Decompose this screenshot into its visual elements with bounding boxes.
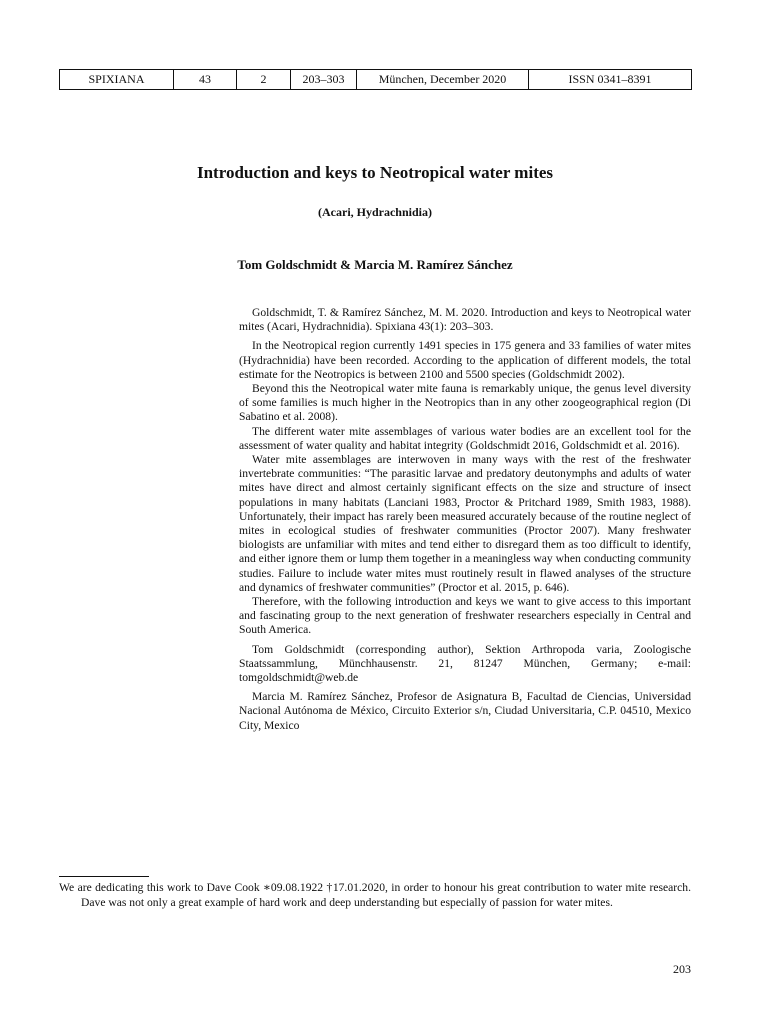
footnote-divider <box>59 876 149 877</box>
page-number: 203 <box>673 962 691 976</box>
journal-volume: 43 <box>174 70 237 90</box>
article-title: Introduction and keys to Neotropical water mites <box>196 163 554 182</box>
journal-pages: 203–303 <box>291 70 357 90</box>
abstract-paragraph: The different water mite assemblages of various water bodies are an excellent tool for the assessment of water quality and habitat integrity (Goldschmidt 2016, Goldschmidt et al. 2016). <box>239 424 691 452</box>
affiliation-goldschmidt: Tom Goldschmidt (corresponding author), Sektion Arthropoda varia, Zoologische Staatssammlung, Münchhausenstr. 21, 81247 München, Germany; e-mail: tomgoldschmidt@web.de <box>239 642 691 685</box>
abstract <box>239 306 691 733</box>
journal-header-table <box>59 69 692 90</box>
journal-issue: 2 <box>237 70 291 90</box>
abstract-paragraph: Therefore, with the following introduction and keys we want to give access to this important and fascinating group to the next generation of freshwater researchers especially in Central and South America. <box>239 595 691 637</box>
journal-issn: ISSN 0341–8391 <box>529 70 692 90</box>
abstract-paragraph: Beyond this the Neotropical water mite fauna is remarkably unique, the genus level diversity of some families is much higher in the Neotropics than in any other zoogeographical region (Di Sabatino et al. 2008). <box>239 382 691 424</box>
abstract-paragraph: In the Neotropical region currently 1491 species in 175 genera and 33 families of water mites (Hydrachnidia) have been recorded. According to the application of different models, the total estimate for the Neotropics is between 2100 and 5500 species (Goldschmidt 2002). <box>239 339 691 381</box>
citation: Goldschmidt, T. & Ramírez Sánchez, M. M. 2020. Introduction and keys to Neotropical water mites (Acari, Hydrachnidia). Spixiana 43(1): 203–303. <box>239 306 691 334</box>
article-authors: Tom Goldschmidt & Marcia M. Ramírez Sánchez <box>237 257 513 272</box>
affiliation-ramirez: Marcia M. Ramírez Sánchez, Profesor de Asignatura B, Facultad de Ciencias, Universidad Nacional Autónoma de México, Circuito Exterior s/n, Ciudad Universitaria, C.P. 04510, Mexico City, Mexico <box>239 690 691 732</box>
dedication-footnote: We are dedicating this work to Dave Cook ∗09.08.1922 †17.01.2020, in order to honour his great contribution to water mite research. Dave was not only a great example of hard work and deep understanding but especially of passion for water mites. <box>59 881 691 909</box>
article-subtitle: (Acari, Hydrachnidia) <box>318 205 432 219</box>
journal-name: SPIXIANA <box>60 70 174 90</box>
abstract-paragraph: Water mite assemblages are interwoven in many ways with the rest of the freshwater invertebrate communities: “The parasitic larvae and predatory deutonymphs and adults of water mites have direct and almost certainly significant effects on the size and structure of insect populations in many habitats (Lanciani 1983, Proctor & Pritchard 1989, Smith 1983, 1988). Unfortunately, their impact has rarely been measured accurately because of the routine neglect of mites in ecological studies of freshwater communities (Proctor 2007). Many freshwater biologists are unfamiliar with mites and tend either to disregard them as too difficult to identify, and either ignore them or lump them together in a meaningless way when conducting community studies. Failure to include water mites must routinely result in flawed analyses of the structure and dynamics of freshwater communities” (Proctor et al. 2015, p. 646). <box>239 453 691 594</box>
journal-place-date: München, December 2020 <box>357 70 529 90</box>
